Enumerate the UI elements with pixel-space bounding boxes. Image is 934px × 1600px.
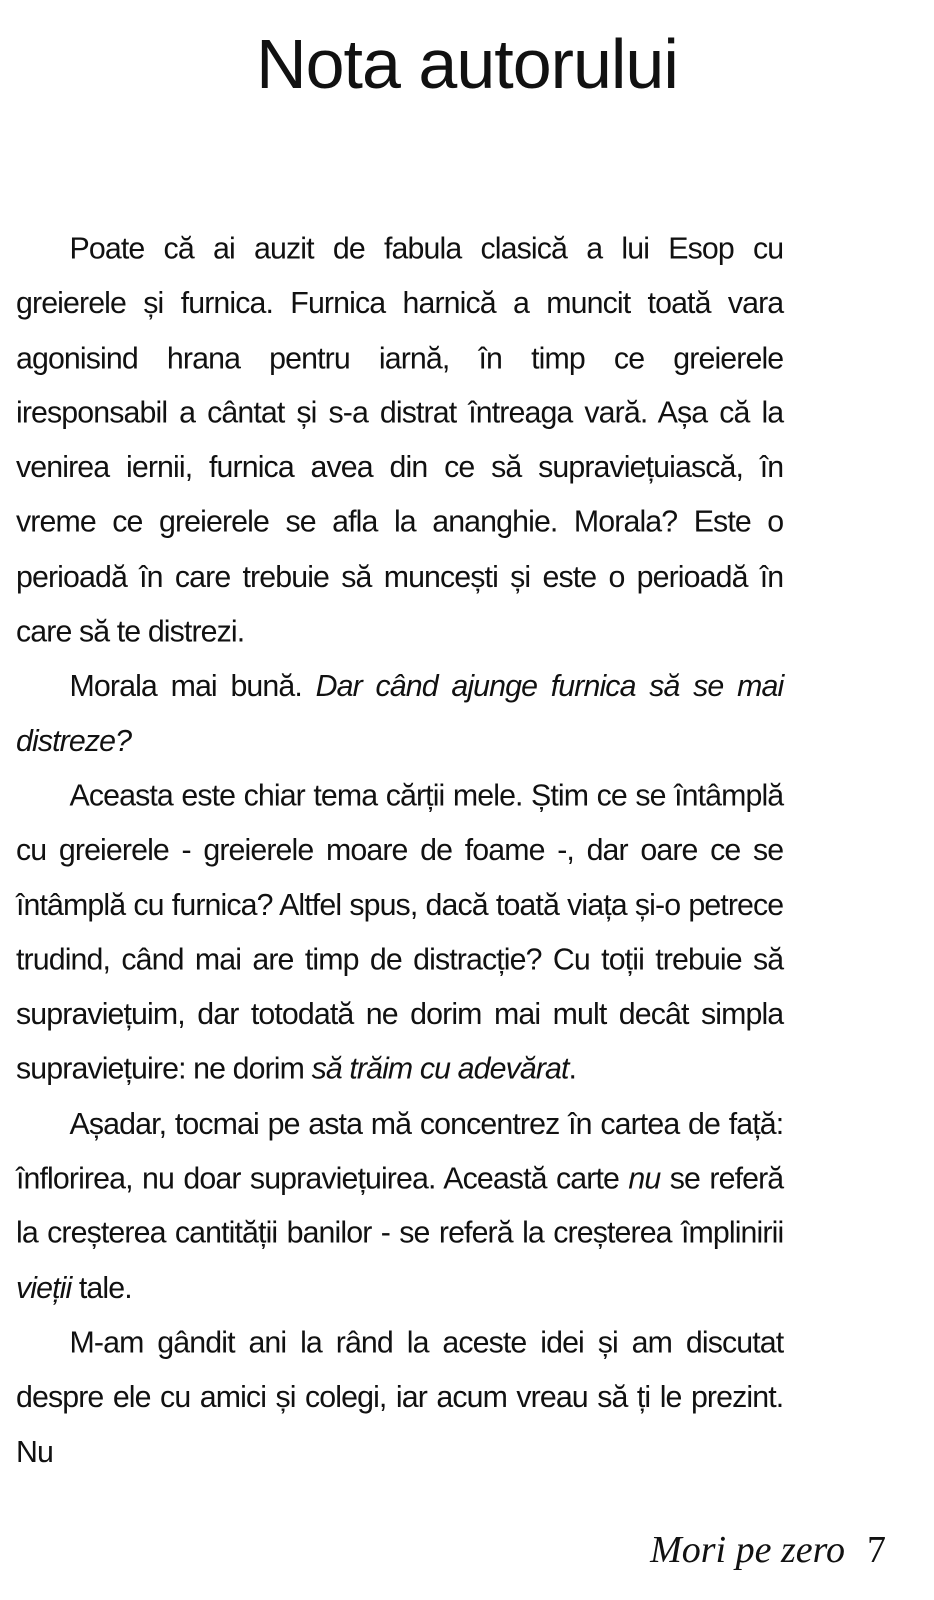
paragraph-1 (16, 222, 783, 660)
paragraph-3-text-end: . (568, 1052, 577, 1087)
paragraph-2 (16, 660, 783, 769)
page-title: Nota autorului (256, 25, 678, 103)
paragraph-4-text-mid: se referă la creșterea cantității banilor - se referă la creșterea împlinirii (16, 1161, 784, 1251)
paragraph-4-text-end: tale. (71, 1270, 132, 1305)
paragraph-5-text: M-am gândit ani la rând la aceste idei și am discutat despre ele cu amici și colegi, iar acum vreau să ți le prezint. Nu (16, 1325, 784, 1469)
paragraph-5 (16, 1316, 783, 1480)
page-footer (650, 1528, 886, 1572)
paragraph-3-italic: să trăim cu adevărat (311, 1052, 569, 1087)
paragraph-3-text: Aceasta este chiar tema cărții mele. Știm ce se întâmplă cu greierele - greierele moare de foame -, dar oare ce se întâmplă cu furnica? Altfel spus, dacă toată viața și-o petrece trudind, când mai are timp de distracție? Cu toții trebuie să supraviețuim, dar totodată ne dorim mai mult decât simpla supraviețuire: ne dorim (16, 778, 784, 1087)
page-number: 7 (867, 1529, 886, 1571)
footer-book-title: Mori pe zero (650, 1529, 845, 1571)
paragraph-4-italic-vietii: vieții (16, 1270, 72, 1305)
paragraph-2-italic: Dar când ajunge furnica să se mai distreze? (16, 669, 784, 758)
paragraph-2-text: Morala mai bună. (69, 669, 316, 704)
paragraph-4-text: Așadar, tocmai pe asta mă concentrez în cartea de față: înflorirea, nu doar supraviețuirea. Această carte (16, 1106, 784, 1196)
paragraph-1-text: Poate că ai auzit de fabula clasică a lui Esop cu greierele și furnica. Furnica harnică a muncit toată vara agonisind hrana pentru iarnă, în timp ce greierele iresponsabil a cântat și s-a distrat întreaga vară. Așa că la venirea iernii, furnica avea din ce să supraviețuiască, în vreme ce greierele se afla la ananghie. Morala? Este o perioadă în care trebuie să muncești și este o perioadă în care să te distrezi. (16, 231, 784, 649)
paragraph-3 (16, 769, 783, 1097)
page-body (16, 222, 783, 1480)
paragraph-4-italic-nu: nu (628, 1161, 661, 1196)
paragraph-4 (16, 1097, 783, 1316)
